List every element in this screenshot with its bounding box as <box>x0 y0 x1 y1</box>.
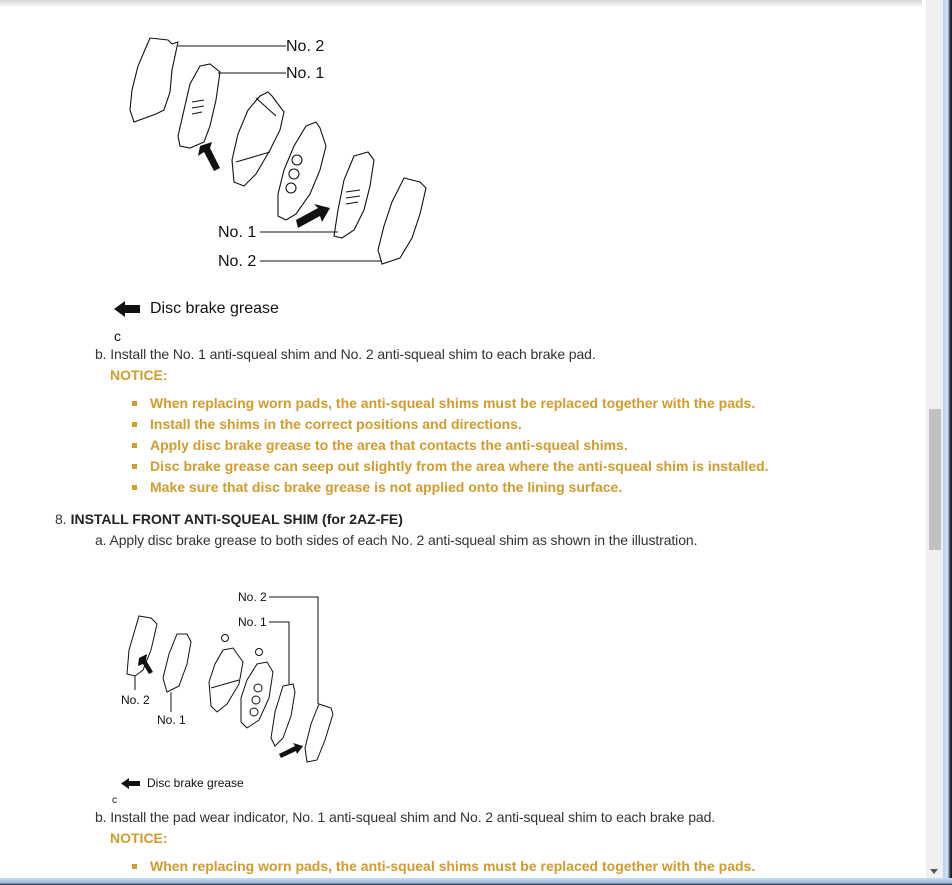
bullet-icon <box>132 864 137 869</box>
fig1-label-no1-bottom: No. 1 <box>218 224 257 241</box>
shim-no2-right <box>378 178 426 264</box>
vertical-scrollbar[interactable] <box>926 0 943 878</box>
bullet-icon <box>132 443 137 448</box>
grease-arrow-icon <box>114 300 142 318</box>
window-frame-right <box>943 0 952 885</box>
grease-arrow-1 <box>198 142 220 171</box>
scrollbar-thumb[interactable] <box>929 409 941 550</box>
figure-1-illustration <box>120 30 440 275</box>
fig2-label-no2-left: No. 2 <box>121 693 150 707</box>
step-8b-text: b. Install the pad wear indicator, No. 1 anti-squeal shim and No. 2 anti-squeal shim to each brake pad. <box>95 809 716 825</box>
figure-2-illustration <box>115 588 345 768</box>
fig1-label-no2-bottom: No. 2 <box>218 253 257 270</box>
legend-label: Disc brake grease <box>147 776 244 790</box>
fig1-label-no1-top: No. 1 <box>286 65 325 82</box>
top-shadow <box>0 0 922 8</box>
fig1-label-no2-top: No. 2 <box>286 38 325 55</box>
brake-pad-2 <box>241 662 273 728</box>
brake-pad-1 <box>232 92 284 186</box>
notice-item: Make sure that disc brake grease is not applied onto the lining surface. <box>132 477 769 498</box>
notice-item: Disc brake grease can seep out slightly from the area where the anti-squeal shim is installed. <box>132 456 769 477</box>
notice-title-1: NOTICE: <box>110 367 168 383</box>
figure-1-legend <box>114 300 279 318</box>
shim-no2-left <box>130 38 178 122</box>
figure-1-code: c <box>114 328 121 344</box>
step-7b-text: b. Install the No. 1 anti-squeal shim and No. 2 anti-squeal shim to each brake pad. <box>95 346 596 362</box>
notice-item: Apply disc brake grease to the area that contacts the anti-squeal shims. <box>132 435 769 456</box>
notice-item: When replacing worn pads, the anti-squeal shims must be replaced together with the pads. <box>132 856 755 877</box>
step-8-number: 8. <box>55 511 67 527</box>
fig2-label-no2-top: No. 2 <box>238 590 267 604</box>
bullet-icon <box>132 464 137 469</box>
shim-no1-left <box>163 634 191 692</box>
bullet-icon <box>132 401 137 406</box>
fig2-label-no1-top: No. 1 <box>238 615 267 629</box>
bullet-icon <box>132 485 137 490</box>
fig2-label-no1-left: No. 1 <box>157 713 186 727</box>
notice-list-1 <box>132 393 769 498</box>
figure-2-legend <box>121 776 244 790</box>
shim-no1-right <box>271 684 295 746</box>
notice-item: When replacing worn pads, the anti-squeal shims must be replaced together with the pads. <box>132 393 769 414</box>
step-8a-text: a. Apply disc brake grease to both sides of each No. 2 anti-squeal shim as shown in the illustration. <box>95 532 698 548</box>
notice-title-2: NOTICE: <box>110 830 168 846</box>
bullet-icon <box>132 422 137 427</box>
scroll-down-arrow-icon[interactable] <box>930 869 938 874</box>
shim-no2-left <box>127 616 157 676</box>
step-8-heading <box>55 511 403 527</box>
shim-no2-right <box>305 704 333 762</box>
step-8-title: INSTALL FRONT ANTI-SQUEAL SHIM (for 2AZ-FE) <box>70 511 403 527</box>
legend-label: Disc brake grease <box>150 300 279 317</box>
grease-arrow-2 <box>279 743 303 758</box>
window-frame-bottom <box>0 878 952 885</box>
shim-no1-right <box>334 152 374 238</box>
shim-no1-left <box>178 64 220 148</box>
grease-arrow-1 <box>138 654 153 674</box>
figure-2-code: c <box>112 795 117 806</box>
notice-list-2 <box>132 856 755 877</box>
notice-item: Install the shims in the correct positions and directions. <box>132 414 769 435</box>
grease-arrow-icon <box>121 777 141 790</box>
